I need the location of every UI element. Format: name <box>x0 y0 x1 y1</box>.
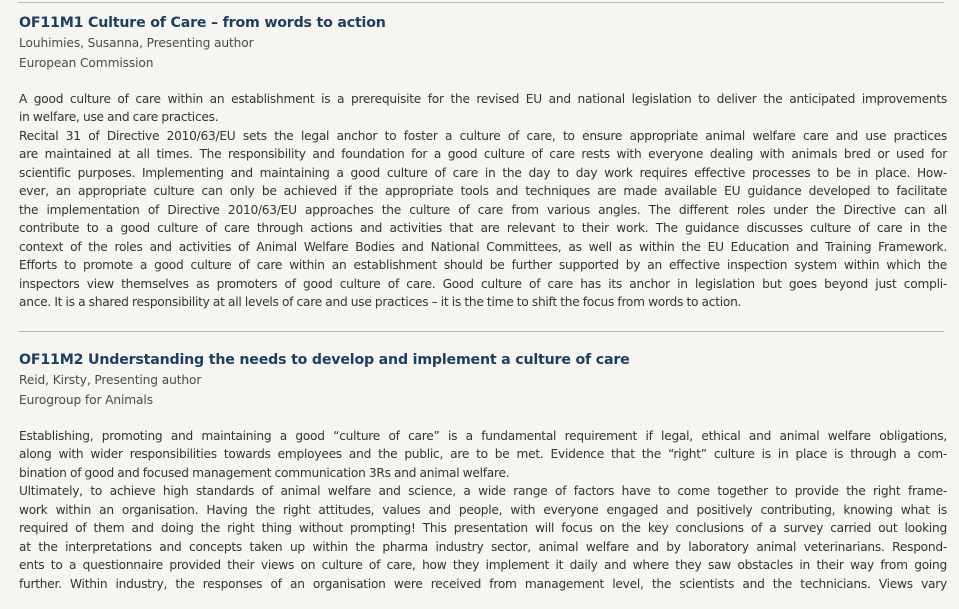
body-line: Recital 31 of Directive 2010/63/EU sets the legal anchor to foster a culture of care, to ensure appropriate animal welfare care and use practices <box>19 128 947 143</box>
abstract-body <box>19 427 947 593</box>
section-divider <box>18 331 944 332</box>
abstract-body <box>19 90 947 311</box>
body-line: work within an organisation. Having the right attitudes, values and people, with everyone engaged and positively contributing, knowing what is <box>19 502 947 517</box>
abstract-of11m1 <box>19 14 947 311</box>
abstract-title: OF11M2 Understanding the needs to develop and implement a culture of care <box>19 352 630 368</box>
body-line: in welfare, use and care practices. <box>19 110 219 125</box>
body-line: required of them and doing the right thing without prompting! This presentation will focus on the key conclusions of a survey carried out looking <box>19 521 947 536</box>
body-line: A good culture of care within an establishment is a prerequisite for the revised EU and national legislation to deliver the anticipated improvements <box>19 92 947 106</box>
body-line: ever, an appropriate culture can only be achieved if the appropriate tools and techniques are made available EU guidance developed to facilitate <box>19 184 947 199</box>
abstract-organisation: European Commission <box>19 56 154 70</box>
body-line: Establishing, promoting and maintaining a good “culture of care” is a fundamental requirement if legal, ethical and animal welfare obligations, <box>19 429 947 443</box>
body-line: Efforts to promote a good culture of care within an establishment should be further supported by an effective inspection system within which the <box>19 258 947 273</box>
top-divider <box>18 2 944 3</box>
abstract-of11m2 <box>19 351 947 593</box>
abstract-organisation: Eurogroup for Animals <box>19 393 153 407</box>
body-line: contribute to a good culture of care through actions and activities that are relevant to their work. The guidance discusses culture of care in the <box>19 221 947 236</box>
abstract-author: Reid, Kirsty, Presenting author <box>19 373 202 387</box>
body-line: ents to a questionnaire provided their views on culture of care, how they implement it daily and where they saw obstacles in their way from going <box>19 558 947 573</box>
body-line: inspectors view themselves as promoters of good culture of care. Good culture of care has its anchor in legislation but goes beyond just compli- <box>19 276 947 291</box>
abstract-author: Louhimies, Susanna, Presenting author <box>19 36 254 50</box>
body-line: at the interpretations and concepts taken up within the pharma industry sector, animal welfare and by laboratory animal veterinarians. Respond- <box>19 539 947 554</box>
body-line: ance. It is a shared responsibility at all levels of care and use practices – it is the time to shift the focus from words to action. <box>19 294 742 309</box>
body-line: along with wider responsibilities towards employees and the public, are to be met. Evidence that the “right” culture is in place is through a com- <box>19 447 947 462</box>
body-line: Ultimately, to achieve high standards of animal welfare and science, a wide range of factors have to come together to provide the right frame- <box>19 484 947 499</box>
body-line: the implementation of Directive 2010/63/EU approaches the culture of care from various angles. The different roles under the Directive can all <box>19 202 947 217</box>
abstract-title: OF11M1 Culture of Care – from words to action <box>19 15 386 31</box>
body-line: further. Within industry, the responses of an organisation were received from management level, the scientists and the technicians. Views vary <box>19 576 947 591</box>
body-line: are maintained at all times. The responsibility and foundation for a good culture of care rests with everyone dealing with animals bred or used for <box>19 147 947 162</box>
body-line: scientific purposes. Implementing and maintaining a good culture of care in the day to day work requires effective processes to be in place. How- <box>19 165 947 180</box>
body-line: context of the roles and activities of Animal Welfare Bodies and National Committees, as well as within the EU Education and Training Framework. <box>19 239 947 254</box>
body-line: bination of good and focused management communication 3Rs and animal welfare. <box>19 465 510 480</box>
